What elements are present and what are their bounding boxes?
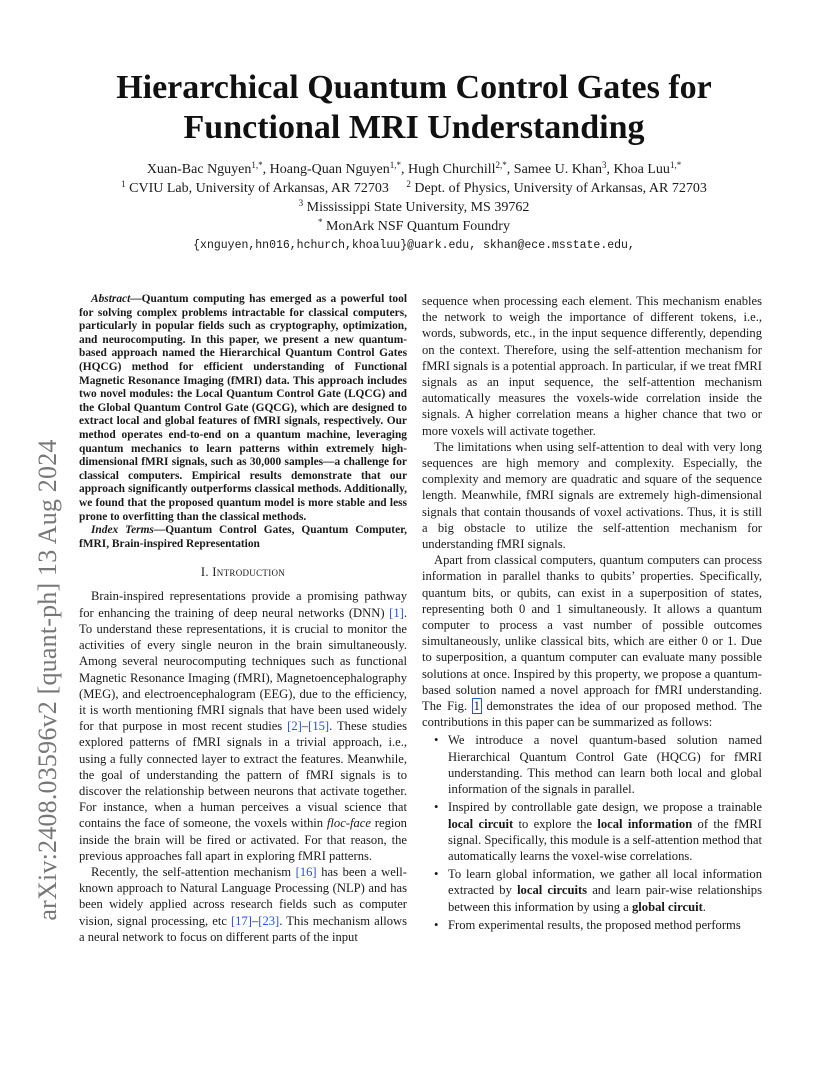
author-mark: 3 [602, 160, 607, 170]
citation-link[interactable]: [17] [230, 913, 252, 928]
bold-term: local information [597, 816, 693, 831]
affiliation: Dept. of Physics, University of Arkansas, AR 72703 [414, 181, 707, 196]
abstract-text: —Quantum computing has emerged as a powerful tool for solving complex problems intractable for classical computers, particularly in popular fields such as cryptography, optimization, and neurocomputing. In this paper, we present a new quantum-based approach named the Hierarchical Quantum Control Gates (HQCG) method for efficient understanding of Functional Magnetic Resonance Imaging (fMRI) data. This approach includes two novel modules: the Local Quantum Control Gate (LQCG) and the Global Quantum Control Gate (GQCG), which are designed to extract local and global features of fMRI signals, respectively. Our method operates end-to-end on a quantum machine, leveraging quantum mechanics to learn patterns within extremely high-dimensional fMRI signals, such as 30,000 samples—a challenge for classical computers. Empirical results demonstrate that our approach significantly outperforms classical methods. Additionally, we found that the proposed quantum model is more stable and less prone to overfitting than the classical methods. [79, 293, 407, 523]
text-run: has been a well-known approach to Natural Language Processing (NLP) and has been widely applied across research fields such as computer vision, signal processing, etc [79, 864, 408, 928]
intro-paragraph: The limitations when using self-attention to deal with very long sequences are high memory and complexity. Especially, the complexity and memory are quadratic and square of the sequence length. Meanwhile, fMRI signals are extremely high-dimensional signals that contain thousands of voxel activations. Thus, it is still a big obstacle to utilize the self-attention mechanism for understanding fMRI signals. [422, 439, 762, 552]
text-run: to explore the [513, 816, 598, 831]
author-name: Khoa Luu [613, 162, 670, 177]
section-title: Introduction [212, 565, 286, 580]
author-mark: 1,* [669, 160, 682, 170]
text-run: of the fMRI signal. Specifically, this module is a self-attention method that automatically learns the voxel-wise correlations. [448, 816, 762, 863]
bullet-glyph: • [434, 917, 439, 932]
citation-link[interactable]: [2] [287, 719, 302, 734]
text-run: Recently, the self-attention mechanism [91, 864, 296, 879]
index-terms-label: Index Terms [91, 524, 154, 537]
bold-term: local circuit [448, 816, 514, 831]
affiliation-line [60, 198, 768, 217]
intro-paragraph: sequence when processing each element. This mechanism enables the network to weigh the importance of different tokens, i.e., words, subwords, etc., in the input sequence differently, depending on the context. Therefore, using the self-attention mechanism for fMRI signals is a potential approach. In particular, if we treat fMRI signals as an input sequence, the self-attention mechanism automatically measures the voxels-wide correlation inside the signals. A higher correlation means a higher chance that two or more voxels will activate together. [422, 294, 762, 438]
text-run: demonstrates the idea of our proposed method. The contributions in this paper can be summarized as follows: [422, 699, 762, 730]
citation-link[interactable]: [15] [308, 719, 330, 734]
bullet-glyph: • [434, 867, 439, 882]
section-heading [79, 564, 407, 580]
affiliation-line [60, 179, 768, 198]
list-item [422, 917, 762, 933]
author-emails: {xnguyen,hn016,hchurch,khoaluu}@uark.edu, skhan@ece.msstate.edu, [193, 239, 635, 252]
paper-title: Hierarchical Quantum Control Gates for Functional MRI Understanding [116, 69, 712, 146]
left-column [79, 293, 407, 945]
text-run: Apart from classical computers, quantum computers can process information in parallel thanks to qubits’ properties. Specifically, quantum bits, or qubits, can exist in a superposition of states, representing both 0 and 1 simultaneously. It allows a quantum computer to process a vast number of possible outcomes simultaneously, unlike classical bits, which are either 0 or 1. Due to superposition, a quantum computer can evaluate many possible solutions at once. Inspired by this property, we propose a quantum-based solution named a novel approach for fMRI understanding. The Fig. [422, 553, 762, 714]
author-name: Hugh Churchill [408, 162, 496, 177]
author-name: Xuan-Bac Nguyen [146, 162, 252, 177]
text-run: To learn global information, we gather all local information extracted by [448, 867, 762, 898]
text-run: – [251, 913, 259, 928]
contributions-list [422, 732, 762, 932]
affiliation-mark: * [318, 217, 323, 227]
affiliation-line [60, 217, 768, 236]
text-run: . [702, 899, 706, 914]
list-item [422, 866, 762, 915]
citation-link[interactable]: [1] [389, 605, 404, 620]
text-run: . These studies explored patterns of fMRI signals in a trivial approach, i.e., using a fully connected layer to extract the features. Meanwhile, the goal of understanding the pattern of fMRI signals is to discover the relationship between neurons that activate together. For instance, when a human perceives a visual science that contains the face of someone, the voxels within [79, 719, 407, 831]
list-item [422, 799, 762, 864]
intro-paragraph [79, 864, 407, 945]
index-terms-text: —Quantum Control Gates, Quantum Computer, fMRI, Brain-inspired Representation [79, 524, 407, 550]
affiliation-mark: 1 [121, 179, 126, 189]
text-run: Brain-inspired representations provide a promising pathway for enhancing the training of deep neural networks (DNN) [79, 589, 407, 620]
author-mark: 1,* [389, 160, 402, 170]
affiliation: MonArk NSF Quantum Foundry [326, 219, 510, 234]
affiliation: CVIU Lab, University of Arkansas, AR 72703 [129, 181, 389, 196]
text-run: We introduce a novel quantum-based solution named Hierarchical Quantum Control Gate (HQCG) for fMRI understanding. This method can learn both local and global information of the signals in parallel. [448, 733, 762, 797]
author-mark: 1,* [251, 160, 263, 170]
author-block [60, 160, 768, 255]
italic-term: floc-face [326, 816, 371, 831]
text-run: and learn pair-wise relationships between this information by using a [448, 883, 762, 914]
text-run: . This mechanism allows a neural network to focus on different parts of the input [79, 913, 407, 944]
text-run: – [301, 719, 309, 734]
figure-link[interactable]: 1 [473, 699, 480, 714]
abstract-label: Abstract [91, 293, 131, 305]
citation-link[interactable]: [23] [258, 913, 280, 928]
citation-link[interactable]: [16] [295, 864, 317, 879]
section-number: I. [200, 565, 209, 580]
bullet-glyph: • [434, 733, 439, 748]
affiliation-mark: 3 [298, 198, 304, 208]
text-run: Inspired by controllable gate design, we propose a trainable [448, 800, 762, 815]
text-run: . To understand these representations, it is crucial to monitor the activities of every single neuron in the brain simultaneously. Among several neurocomputing techniques such as functional Magnetic Resonance Imaging (fMRI), Magnetoencephalography (MEG), and electroencephalogram (EEG), due to the efficiency, it is worth mentioning fMRI signals that have been used widely for that purpose in most recent studies [79, 605, 407, 734]
right-column [422, 293, 762, 935]
arxiv-side-identifier: arXiv:2408.03596v2 [quant-ph] 13 Aug 2024 [33, 439, 62, 921]
index-terms [79, 524, 407, 551]
abstract [79, 293, 407, 524]
affiliation: Mississippi State University, MS 39762 [306, 200, 530, 215]
list-item [422, 732, 762, 797]
author-name: Hoang-Quan Nguyen [269, 162, 390, 177]
author-name: Samee U. Khan [513, 162, 603, 177]
intro-paragraph [422, 552, 762, 730]
intro-paragraph [79, 588, 407, 863]
author-mark: 2,* [495, 160, 507, 170]
author-names: Xuan-Bac Nguyen$^{1,*}$, Hoang-Quan Nguyen$^{1,*}$, Hugh Churchill$^{2,*}$, Samee U. Khan$^3$, Khoa Luu$^{1,*}$ [146, 160, 682, 177]
text-run: From experimental results, the proposed method performs [448, 917, 741, 932]
text-run: region inside the brain will be fired or activated. For that reason, the previous approaches fall apart in exploring fMRI patterns. [79, 816, 407, 863]
bold-term: global circuit [631, 899, 703, 914]
bullet-glyph: • [434, 800, 439, 815]
affiliation-mark: 2 [406, 179, 411, 189]
bold-term: local circuits [517, 883, 588, 898]
